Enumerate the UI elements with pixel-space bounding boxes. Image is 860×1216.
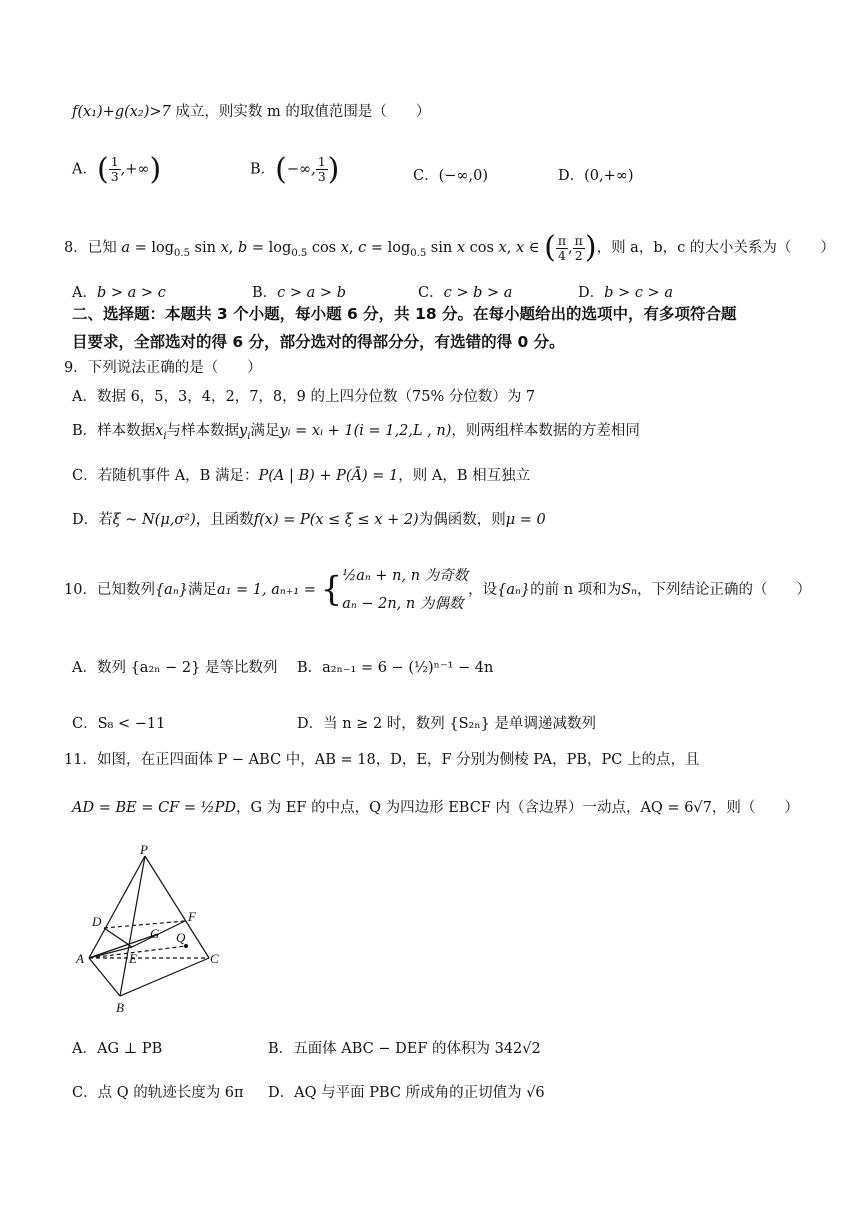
label-g: G xyxy=(150,926,160,941)
q11-option-c: C．点 Q 的轨迹长度为 6π xyxy=(72,1085,244,1101)
label-a: A xyxy=(76,951,84,966)
q11-option-a: A．AG ⊥ PB xyxy=(72,1041,163,1057)
label-b: B xyxy=(116,1000,124,1014)
section2-heading-line1: 二、选择题：本题共 3 个小题，每小题 6 分，共 18 分。在每小题给出的选项中，有多项符合题 xyxy=(72,305,737,323)
q7-text: 成立，则实数 m 的取值范围是（ ） xyxy=(175,104,431,120)
label-e: E xyxy=(129,951,137,966)
label-f: F xyxy=(188,909,196,924)
q9-option-b: B．样本数据$x_i$与样本数据$y_i$满足yᵢ = xᵢ + 1(i = 1,2,L , n)，则两组样本数据的方差相同 xyxy=(72,423,640,442)
q7-option-b: B．(−∞, $\frac{1}{3}$ ) xyxy=(250,152,340,187)
q10-option-c: C．S₈ < −11 xyxy=(72,716,166,732)
q7-option-a: A．( $\frac{1}{3}$ ,+∞) xyxy=(72,152,162,187)
q11-stem-line2: AD = BE = CF = ½PD，G 为 EF 的中点，Q 为四边形 EBCF 内（含边界）一动点，AQ = 6√7，则（ ） xyxy=(72,800,799,816)
q10-option-a: A．数列 {a₂ₙ − 2} 是等比数列 xyxy=(72,660,278,676)
q8-option-a: A．b > a > c xyxy=(72,285,166,301)
label-c: C xyxy=(210,951,219,966)
q8-option-c: C．c > b > a xyxy=(418,285,513,301)
q8-stem: 8．已知 $a = \log_{0.5} \sin x$, $b = \log_{0.5} \cos x$, $c = \log_{0.5} \sin x$ cos x, x ∈ ( $\frac{\pi}{4}$ , $\frac{\pi}{2}$ )，则 a，b，c 的大小关系为（ ） xyxy=(64,230,835,265)
q10-case-even: aₙ − 2n, n 为偶数 xyxy=(342,596,464,612)
q11-stem-line1: 11．如图，在正四面体 P − ABC 中，AB = 18，D，E，F 分别为侧棱 PA，PB，PC 上的点，且 xyxy=(64,752,700,768)
q7-option-c: C．(−∞,0) xyxy=(413,168,488,184)
q8-option-d: D．b > c > a xyxy=(578,285,673,301)
q10-option-d: D．当 n ≥ 2 时，数列 {S₂ₙ} 是单调递减数列 xyxy=(297,716,596,732)
q8-option-b: B．c > a > b xyxy=(252,285,346,301)
label-p: P xyxy=(140,842,148,857)
q9-option-c: C．若随机事件 A，B 满足：P(A | B) + P(Ā) = 1，则 A，B 相互独立 xyxy=(72,468,531,484)
q11-option-b: B．五面体 ABC − DEF 的体积为 342√2 xyxy=(268,1041,541,1057)
q10-stem: 10．已知数列{aₙ}满足a₁ = 1, aₙ₊₁ = { ½aₙ + n, n 为奇数 aₙ − 2n, n 为偶数 ，设{aₙ}的前 n 项和为Sₙ，下列结论正确的（ ） xyxy=(64,562,811,618)
q7-stem-tail xyxy=(72,104,430,121)
q9-option-a: A．数据 6，5，3，4，2，7，8，9 的上四分位数（75% 分位数）为 7 xyxy=(72,389,536,405)
tetrahedron-figure xyxy=(72,842,232,1014)
q7-math: f(x₁)+g(x₂)>7 xyxy=(72,104,171,120)
section2-heading-line2: 目要求，全部选对的得 6 分，部分选对的得部分分，有选错的得 0 分。 xyxy=(72,333,565,351)
q11-option-d: D．AQ 与平面 PBC 所成角的正切值为 √6 xyxy=(268,1085,545,1101)
label-d: D xyxy=(92,914,102,929)
label-q: Q xyxy=(176,930,186,945)
q9-option-d: D．若ξ ~ N(μ,σ²)，且函数f(x) = P(x ≤ ξ ≤ x + 2)为偶函数，则μ = 0 xyxy=(72,512,546,528)
q9-stem: 9．下列说法正确的是（ ） xyxy=(64,360,262,376)
q7-option-d: D．(0,+∞) xyxy=(558,168,634,184)
q10-case-odd: ½aₙ + n, n 为奇数 xyxy=(342,568,469,584)
q10-option-b: B．a₂ₙ₋₁ = 6 − (½)ⁿ⁻¹ − 4n xyxy=(297,660,494,676)
